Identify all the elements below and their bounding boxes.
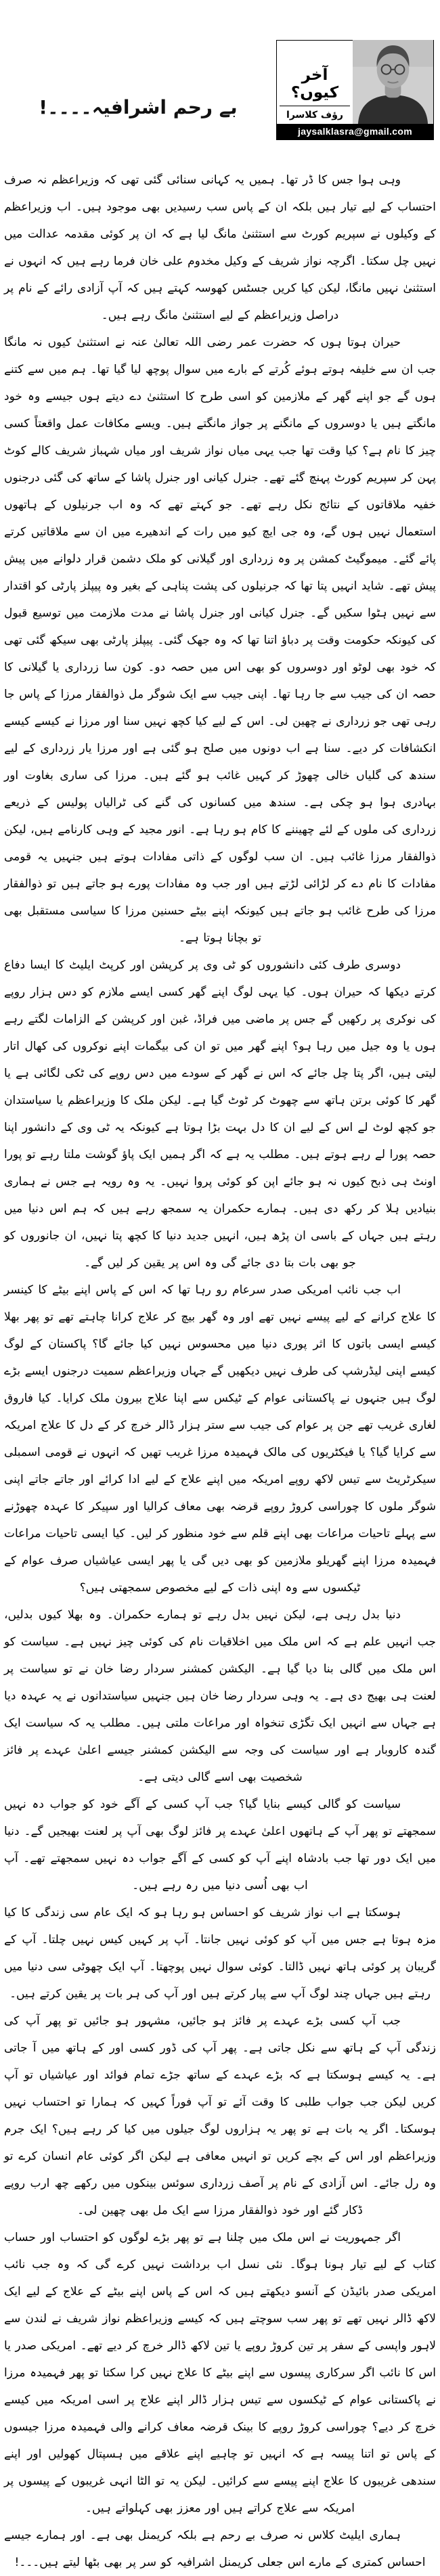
article-paragraph: ہوسکتا ہے اب نواز شریف کو احساس ہو رہا ہو کہ ایک عام سی زندگی کا کیا مزہ ہوتا ہے جس میں آپ کو کوئی نہیں جانتا۔ آپ پر کہیں کیس نہیں چلتا۔ آپ کے گریبان پر کوئی ہاتھ نہیں ڈالتا۔ کوئی سوال نہیں پوچھتا۔ آپ ایک چھوٹی سی دنیا میں رہتے ہیں جہاں چند لوگ آپ سے پیار کرتے ہیں اور آپ کی ہر بات پر یقین کرتے ہیں۔ [4, 1906, 436, 2001]
article-paragraph: ہماری ایلیٹ کلاس نہ صرف بے رحم ہے بلکہ کریمنل بھی ہے۔ اور ہمارے جیسے احساس کمتری کے مارے اس جعلی کریمنل اشرافیہ کو سر پر بھی بٹھا لیتے ہیں۔۔۔! [4, 2529, 426, 2569]
column-title: آخر کیوں؟ [290, 66, 339, 102]
article-paragraph: دوسری طرف کئی دانشوروں کو ٹی وی پر کرپشن اور کرپٹ ایلیٹ کا ایسا دفاع کرتے دیکھا کہ حیران ہوں۔ کیا یہی لوگ اپنے گھر کسی ایسے ملازم کو دس ہزار روپے کی نوکری پر رکھیں گے جس پر ماضی میں فراڈ، غبن اور کرپشن کے الزامات لگتے رہے ہوں یا وہ جیل میں رہا ہو؟ اپنے گھر میں تو ان کی بیگمات اپنے نوکروں کی کھال اتار لیتی ہیں، اگر پتا چل جائے کہ اس نے گھر کے سودے میں دس روپے کی ٹکی لگائی ہے یا گھر کا کوئی برتن ہاتھ سے چھوٹ کر ٹوٹ گیا ہے۔ لیکن ملک کا وزیراعظم یا سیاستدان جو کچھ لوٹ لے اس کے لیے ان کا دل بہت بڑا ہوتا ہے کیونکہ یہ ٹی وی کے دانشور اپنا حصہ پورا لے رہے ہوتے ہیں۔ مطلب یہ ہے کہ اگر ہمیں ایک پاؤ گوشت ملتا رہے تو پورا اونٹ ہی ذبح کیوں نہ ہو جائے اپن کو کوئی پروا نہیں۔ یہ وہ رویہ ہے جس نے ہماری بنیادیں ہلا کر رکھ دی ہیں۔ ہمارے حکمران یہ سمجھ رہے ہیں کہ ہم اس دنیا میں رہتے ہیں جہاں کے باسی ان پڑھ ہیں، انہیں جدید دنیا کا کچھ پتا نہیں، ان جانوروں کو جو بھی بات بتا دی جائے گی وہ اس پر یقین کر لیں گے۔ [4, 958, 436, 1270]
masthead-title-panel [277, 41, 353, 124]
article-paragraph: جب آپ کسی بڑے عہدے پر فائز ہو جائیں، مشہور ہو جائیں تو پھر آپ کی زندگی آپ کے ہاتھ سے نکل جاتی ہے۔ پھر آپ کی ڈور کسی اور کے ہاتھ میں آ جاتی ہے۔ یہ کیسے ہوسکتا ہے کہ بڑے عہدے کے ساتھ جڑے تمام فوائد اور عیاشیاں تو آپ کریں لیکن جب جواب طلبی کا وقت آئے تو آپ فوراً کہیں کہ ہمارا تو احتساب نہیں ہوسکتا۔ اگر یہ بات ہے تو پھر یہ ہزاروں لوگ جیلوں میں کیا کر رہے ہیں؟ ایک جرم وزیراعظم اور اس کے بچے کریں تو انہیں معافی ہے لیکن اگر کوئی عام انسان کرے تو وہ رل جائے۔ اس آزادی کے نام پر آصف زرداری سوئس بینکوں میں رکھے چھ ارب روپے ڈکار گئے اور خود ذوالفقار مرزا سے ایک مل بھی چھین لی۔ [4, 2014, 436, 2217]
column-masthead [276, 40, 434, 140]
author-photo [353, 41, 433, 124]
article-headline: بے رحم اشرافیہ۔۔۔۔! [39, 96, 238, 118]
author-email: jaysalklasra@gmail.com [277, 124, 433, 139]
article-body [4, 166, 436, 2569]
article-paragraph: سیاست کو گالی کیسے بنایا گیا؟ جب آپ کسی کے آگے خود کو جواب دہ نہیں سمجھتے تو پھر آپ کے ہاتھوں اعلیٰ عہدے پر فائز لوگ بھی آپ پر لعنت بھیجیں گے۔ دنیا میں ایک دور تھا جب بادشاہ اپنے آپ کو کسی کے آگے جواب دہ نہیں سمجھتے تھے۔ آپ اب بھی اُسی دنیا میں رہ رہے ہیں۔ [4, 1798, 436, 1892]
masthead-top [277, 41, 433, 124]
article-paragraph: دنیا بدل رہی ہے، لیکن نہیں بدل رہے تو ہمارے حکمران۔ وہ بھلا کیوں بدلیں، جب انہیں علم ہے کہ اس ملک میں اخلاقیات نام کی کوئی چیز نہیں ہے۔ سیاست کو اس ملک میں گالی بنا دیا گیا ہے۔ الیکشن کمشنر سردار رضا خان نے تو سیاست پر لعنت ہی بھیج دی ہے۔ یہ وہی سردار رضا خان ہیں جنہیں سیاستدانوں نے یہ عہدہ دیا ہے جہاں سے انہیں ایک تگڑی تنخواہ اور مراعات ملتی ہیں۔ مطلب یہ کہ سیاست ایک گندہ کاروبار ہے اور سیاست کی وجہ سے الیکشن کمشنر جیسے اعلیٰ عہدے پر فائز شخصیت بھی اسے گالی دیتی ہے۔ [4, 1608, 436, 1784]
article-paragraph: اگر جمہوریت نے اس ملک میں چلنا ہے تو پھر بڑے لوگوں کو احتساب اور حساب کتاب کے لیے تیار ہونا ہوگا۔ نئی نسل اب برداشت نہیں کرے گی کہ وہ جب نائب امریکی صدر بائیڈن کے آنسو دیکھتے ہیں کہ اس کے پاس اپنے بیٹے کے علاج کے لیے ایک لاکھ ڈالر نہیں تھے تو پھر سب سوچتے ہیں کہ کیسے وزیراعظم نواز شریف نے لندن سے لاہور واپسی کے سفر پر تین کروڑ روپے یا تین لاکھ ڈالر خرچ کر دیے تھے۔ امریکی صدر یا اس کا نائب اگر سرکاری پیسوں سے اپنے بیٹے کا علاج نہیں کرا سکتا تو پھر فہمیدہ مرزا نے پاکستانی عوام کے ٹیکسوں سے تیس ہزار ڈالر اپنے علاج پر اسی امریکہ میں کیسے خرچ کر دیے؟ چوراسی کروڑ روپے کا بینک قرضہ معاف کرانے والی فہمیدہ مرزا جیسوں کے پاس تو اتنا پیسہ ہے کہ انہیں تو چاہیے اپنے علاقے میں ہسپتال کھولیں اور اپنے سندھی غریبوں کا علاج اپنے پیسے سے کرائیں۔ لیکن یہ تو الٹا انہی غریبوں کے پیسوں پر امریکہ سے علاج کراتے ہیں اور معزز بھی کہلواتے ہیں۔ [4, 2231, 436, 2515]
author-name: رؤف کلاسرا [286, 110, 343, 120]
article-paragraph: اب جب نائب امریکی صدر سرعام رو رہا تھا کہ اس کے پاس اپنے بیٹے کا کینسر کا علاج کرانے کے لیے پیسے نہیں تھے اور وہ گھر بیچ کر علاج کرانا چاہتے تھے تو پھر بھلا کیسے ایسی باتوں کا اثر پوری دنیا میں محسوس نہیں کیا جائے گا؟ پاکستان کے لوگ کیسے اپنی لیڈرشپ کی طرف نہیں دیکھیں گے جہاں وزیراعظم سمیت درجنوں ایسے بڑے لوگ ہیں جنہوں نے پاکستانی عوام کے ٹیکس سے اپنا علاج بیرون ملک کرایا۔ کیا فاروق لغاری غریب تھے جن پر عوام کی جیب سے ستر ہزار ڈالر خرچ کر کے دل کا علاج امریکہ سے کرایا گیا؟ یا فیکٹریوں کی مالک فہمیدہ مرزا غریب تھیں کہ انہوں نے قومی اسمبلی سیکرٹریٹ سے تیس لاکھ روپے امریکہ میں اپنے علاج کے لیے ادا کرائے اور جاتے جاتے اپنی شوگر ملوں کا چوراسی کروڑ روپے قرضہ بھی معاف کرالیا اور سپیکر کا عہدہ چھوڑنے سے پہلے تاحیات مراعات بھی اپنے قلم سے خود منظور کر لیں۔ کیا ایسی تاحیات مراعات فہمیدہ مرزا اپنے گھریلو ملازمین کو بھی دیں گی یا پھر ایسی عیاشیاں صرف عوام کے ٹیکسوں سے وہ اپنی ذات کے لیے مخصوص سمجھتی ہیں؟ [4, 1283, 436, 1595]
article-paragraph: وہی ہوا جس کا ڈر تھا۔ ہمیں یہ کہانی سنائی گئی تھی کہ وزیراعظم نہ صرف احتساب کے لیے تیار ہیں بلکہ ان کے پاس سب رسیدیں بھی موجود ہیں۔ اب وزیراعظم کے وکیلوں نے سپریم کورٹ سے استثنیٰ مانگ لیا ہے کہ ان پر کوئی مقدمہ عدالت میں نہیں چل سکتا۔ اگرچہ نواز شریف کے وکیل مخدوم علی خان فرما رہے ہیں کہ انہوں نے استثنیٰ نہیں مانگا، لیکن کیا کریں جسٹس کھوسہ کہتے ہیں کہ آپ آزادی رائے کے نام پر دراصل وزیراعظم کے لیے استثنیٰ مانگ رہے ہیں۔ [4, 173, 436, 322]
article-paragraph: حیران ہوتا ہوں کہ حضرت عمر رضی اللہ تعالیٰ عنہ نے استثنیٰ کیوں نہ مانگا جب ان سے خلیفہ ہوتے ہوئے کُرتے کے بارے میں سوال پوچھ لیا گیا تھا۔ ہم میں سے کتنے ہوں گے جو اپنے گھر کے ملازمین کو اسی طرح کا استثنیٰ دے دیتے ہوں جیسے وہ خود مانگتے ہیں یا دوسروں کے مانگنے پر جواز مانگتے ہیں۔ ویسے مکافات عمل واقعتاً کسی چیز کا نام ہے؟ کیا وقت تھا جب یہی میاں نواز شریف اور میاں شہباز شریف کالے کوٹ پہن کر سپریم کورٹ پہنچ گئے تھے۔ جنرل کیانی اور جنرل پاشا کے ساتھ کی گئی درجنوں خفیہ ملاقاتوں کے نتائج نکل رہے تھے۔ جو کہتے تھے کہ وہ اب جرنیلوں کے ہاتھوں استعمال نہیں ہوں گے، وہ جی ایچ کیو میں رات کے اندھیرے میں ان سے ملاقاتیں کرتے پائے گئے۔ میموگیٹ کمشن پر وہ زرداری اور گیلانی کو ملک دشمن قرار دلوانے میں پیش پیش تھے۔ شاید انہیں پتا تھا کہ جرنیلوں کی پشت پناہی کے بغیر وہ پیپلز پارٹی کو اقتدار سے نہیں ہٹوا سکیں گے۔ جنرل کیانی اور جنرل پاشا نے مدت ملازمت میں توسیع قبول کی کیونکہ حکومت وقت پر دباؤ اتنا تھا کہ وہ جھک گئی۔ پیپلز پارٹی بھی سیکھ گئی تھی کہ خود بھی لوٹو اور دوسروں کو بھی اس میں حصہ دو۔ کون سا زرداری یا گیلانی کا حصہ ان کی جیب سے جا رہا تھا۔ اپنی جیب سے ایک شوگر مل ذوالفقار مرزا کے پاس جا رہی تھی جو زرداری نے چھین لی۔ اس کے لیے کیا کچھ نہیں سنا اور مرزا نے کیسے کیسے انکشافات کر دیے۔ سنا ہے اب دونوں میں صلح ہو گئی ہے اور مرزا یار زرداری کے لیے سندھ کی گلیاں خالی چھوڑ کر کہیں غائب ہو گئے ہیں۔ مرزا کی ساری بغاوت اور بہادری ہوا ہو چکی ہے۔ سندھ میں کسانوں کی گنے کی ٹرالیاں پولیس کے ذریعے زرداری کی ملوں کے لئے چھیننے کا کام ہو رہا ہے۔ انور مجید کے وہی کارنامے ہیں، لیکن ذوالفقار مرزا غائب ہیں۔ ان سب لوگوں کے ذاتی مفادات ہوتے ہیں جنہیں یہ قومی مفادات کا نام دے کر لڑائی لڑتے ہیں اور جب وہ مفادات پورے ہو جاتے ہیں تو ذوالفقار مرزا کی طرح غائب ہو جاتے ہیں کیونکہ اپنے بیٹے حسنین مرزا کا سیاسی مستقبل بھی تو بچانا ہوتا ہے۔ [4, 336, 436, 945]
